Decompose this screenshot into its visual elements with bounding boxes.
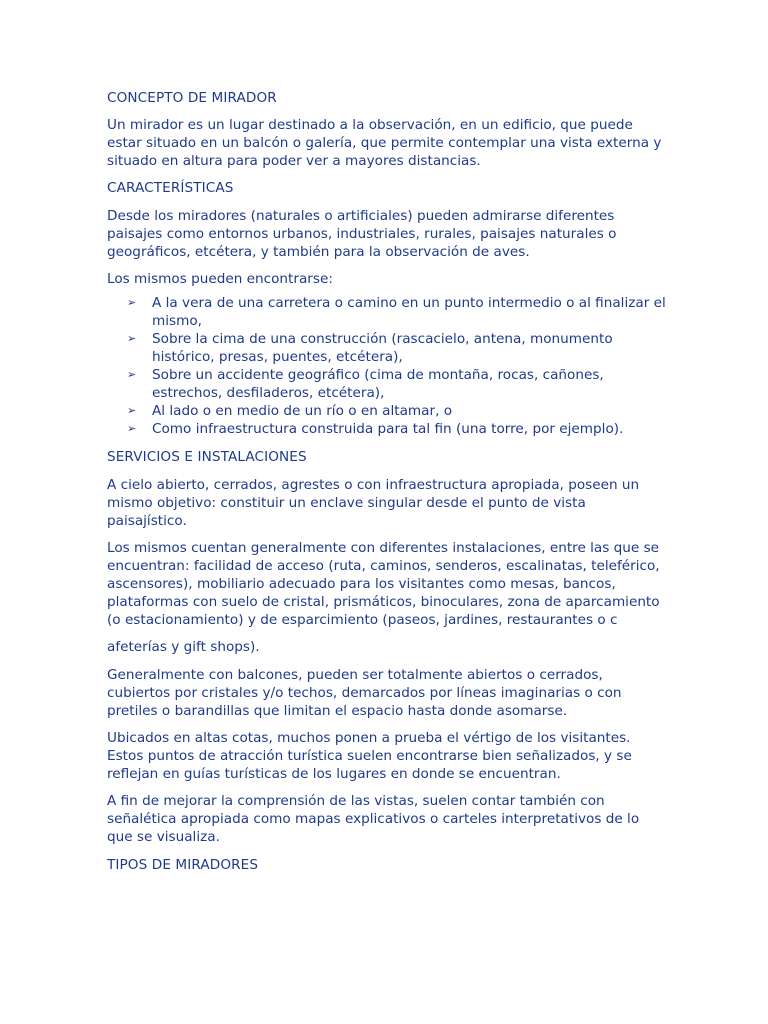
paragraph-encontrarse: Los mismos pueden encontrarse: <box>107 271 333 287</box>
document-page <box>107 89 667 874</box>
paragraph-altas-cotas: Ubicados en altas cotas, muchos ponen a prueba el vértigo de los visitantes. Estos puntos de atracción turística suelen encontrarse bien señalizados, y se reflejan en guías turísticas de los lugares en donde se encuentran. <box>107 730 632 782</box>
heading-caracteristicas: CARACTERÍSTICAS <box>107 180 234 196</box>
paragraph-afeterias: afeterías y gift shops). <box>107 639 260 655</box>
list-item <box>107 294 667 330</box>
paragraph-concepto: Un mirador es un lugar destinado a la observación, en un edificio, que puede estar situado en un balcón o galería, que permite contemplar una vista externa y situado en altura para poder ver a mayores distancias. <box>107 117 662 169</box>
arrow-bullet-icon: ➢ <box>127 296 137 309</box>
list-item <box>107 330 667 366</box>
list-item <box>107 366 667 402</box>
bullet-list-ubicaciones <box>107 294 667 438</box>
heading-tipos: TIPOS DE MIRADORES <box>107 857 259 873</box>
list-item <box>107 420 667 438</box>
paragraph-senaletica: A fin de mejorar la comprensión de las vistas, suelen contar también con señalética apropiada como mapas explicativos o carteles interpretativos de lo que se visualiza. <box>107 793 640 845</box>
list-item-text: Sobre la cima de una construcción (rascacielo, antena, monumento histórico, presas, puentes, etcétera), <box>152 331 613 365</box>
list-item <box>107 402 667 420</box>
list-item-text: A la vera de una carretera o camino en un punto intermedio o al finalizar el mismo, <box>152 295 666 329</box>
arrow-bullet-icon: ➢ <box>127 332 137 345</box>
paragraph-balcones: Generalmente con balcones, pueden ser totalmente abiertos o cerrados, cubiertos por cristales y/o techos, demarcados por líneas imaginarias o con pretiles o barandillas que limitan el espacio hasta donde asomarse. <box>107 667 622 719</box>
arrow-bullet-icon: ➢ <box>127 422 137 435</box>
arrow-bullet-icon: ➢ <box>127 368 137 381</box>
list-item-text: Sobre un accidente geográfico (cima de montaña, rocas, cañones, estrechos, desfiladeros, etcétera), <box>152 367 604 401</box>
paragraph-cielo-abierto: A cielo abierto, cerrados, agrestes o con infraestructura apropiada, poseen un mismo objetivo: constituir un enclave singular desde el punto de vista paisajístico. <box>107 477 640 529</box>
arrow-bullet-icon: ➢ <box>127 404 137 417</box>
paragraph-caracteristicas: Desde los miradores (naturales o artificiales) pueden admirarse diferentes paisajes como entornos urbanos, industriales, rurales, paisajes naturales o geográficos, etcétera, y también para la observación de aves. <box>107 208 617 260</box>
heading-servicios: SERVICIOS E INSTALACIONES <box>107 449 307 465</box>
heading-concepto: CONCEPTO DE MIRADOR <box>107 90 277 106</box>
list-item-text: Como infraestructura construida para tal fin (una torre, por ejemplo). <box>152 421 624 437</box>
list-item-text: Al lado o en medio de un río o en altamar, o <box>152 403 453 419</box>
paragraph-instalaciones: Los mismos cuentan generalmente con diferentes instalaciones, entre las que se encuentran: facilidad de acceso (ruta, caminos, senderos, escalinatas, teleférico, ascensores), mobiliario adecuado para los visitantes como mesas, bancos, plataformas con suelo de cristal, prismáticos, binoculares, zona de aparcamiento (o estacionamiento) y de esparcimiento (paseos, jardines, restaurantes o c <box>107 540 660 628</box>
